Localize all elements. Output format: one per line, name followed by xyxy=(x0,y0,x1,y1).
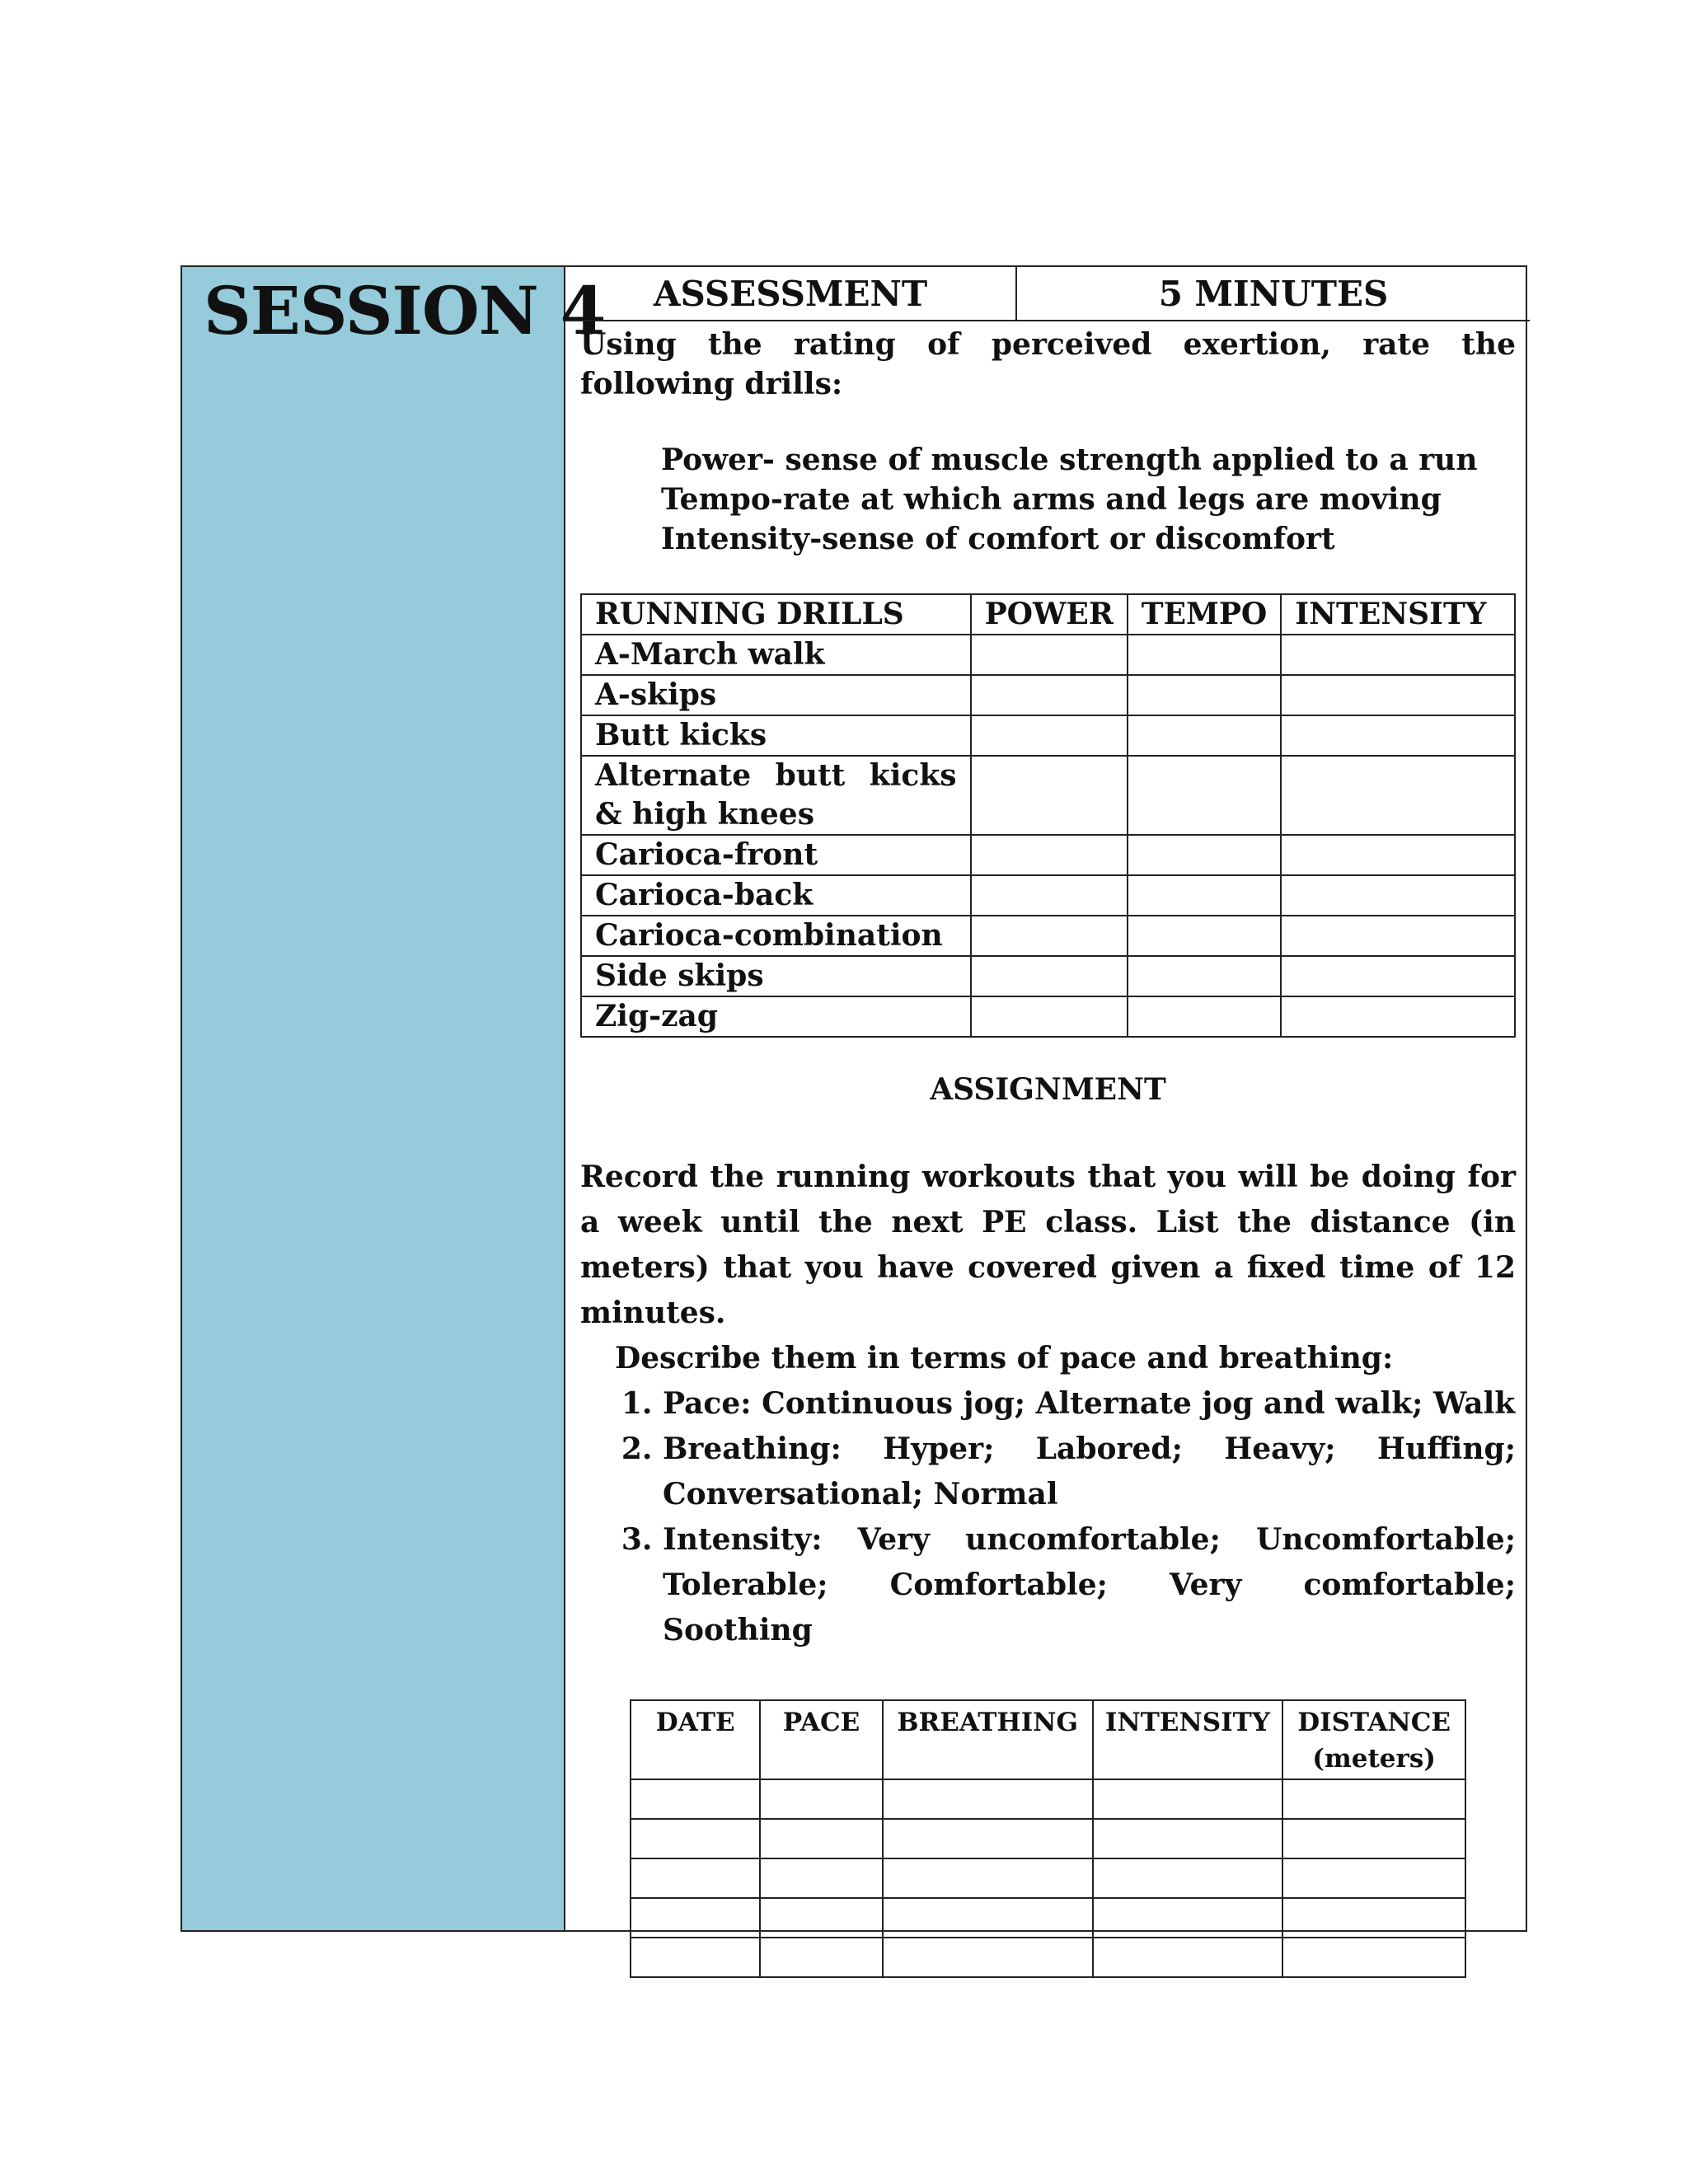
log-cell[interactable] xyxy=(631,1898,760,1938)
tempo-cell[interactable] xyxy=(1128,996,1282,1037)
intensity-cell[interactable] xyxy=(1281,916,1515,956)
header-duration: 5 MINUTES xyxy=(1158,273,1389,314)
session-main xyxy=(565,267,1530,1930)
table-row xyxy=(631,1858,1465,1898)
tempo-cell[interactable] xyxy=(1128,715,1282,756)
intensity-cell[interactable] xyxy=(1281,996,1515,1037)
tempo-cell[interactable] xyxy=(1128,875,1282,916)
intensity-cell[interactable] xyxy=(1281,635,1515,675)
table-row xyxy=(581,715,1515,756)
col-running-drills: RUNNING DRILLS xyxy=(581,594,971,635)
power-cell[interactable] xyxy=(971,875,1128,916)
log-cell[interactable] xyxy=(1282,1858,1465,1898)
drill-name: Carioca-front xyxy=(581,835,971,875)
table-row xyxy=(581,635,1515,675)
tempo-cell[interactable] xyxy=(1128,956,1282,996)
power-cell[interactable] xyxy=(971,835,1128,875)
drill-name: Alternate butt kicks & high knees xyxy=(581,756,971,835)
log-cell[interactable] xyxy=(1093,1858,1283,1898)
header-row xyxy=(565,267,1530,321)
session-frame xyxy=(181,265,1527,1932)
log-cell[interactable] xyxy=(760,1858,882,1898)
intensity-cell[interactable] xyxy=(1281,756,1515,835)
power-cell[interactable] xyxy=(971,715,1128,756)
log-cell[interactable] xyxy=(631,1938,760,1977)
table-row xyxy=(581,956,1515,996)
intensity-cell[interactable] xyxy=(1281,675,1515,715)
intensity-cell[interactable] xyxy=(1281,956,1515,996)
criteria-pace: 1. Pace: Continuous jog; Alternate jog and walk; Walk xyxy=(663,1381,1516,1427)
col-pace: PACE xyxy=(760,1700,882,1779)
assessment-intro: Using the rating of perceived exertion, rate the following drills: xyxy=(580,327,1516,401)
intensity-cell[interactable] xyxy=(1281,835,1515,875)
table-row xyxy=(581,675,1515,715)
definition-power: Power- sense of muscle strength applied to a run xyxy=(661,443,1478,477)
drill-name: Side skips xyxy=(581,956,971,996)
definition-intensity: Intensity-sense of comfort or discomfort xyxy=(661,522,1335,556)
header-assessment: ASSESSMENT xyxy=(565,267,1017,320)
table-row xyxy=(581,916,1515,956)
assignment-describe: Describe them in terms of pace and breathing: xyxy=(615,1341,1394,1376)
session-title: SESSION 4 xyxy=(204,272,606,349)
log-cell[interactable] xyxy=(1282,1938,1465,1977)
log-header-row xyxy=(631,1700,1465,1779)
power-cell[interactable] xyxy=(971,675,1128,715)
table-row xyxy=(631,1779,1465,1819)
col-distance xyxy=(1282,1700,1465,1779)
definitions-list xyxy=(661,440,1516,559)
col-distance-label: DISTANCE xyxy=(1297,1708,1451,1737)
log-cell[interactable] xyxy=(1282,1819,1465,1858)
log-cell[interactable] xyxy=(631,1858,760,1898)
log-cell[interactable] xyxy=(883,1779,1093,1819)
log-cell[interactable] xyxy=(883,1898,1093,1938)
log-cell[interactable] xyxy=(1282,1898,1465,1938)
log-cell[interactable] xyxy=(631,1819,760,1858)
drills-table xyxy=(580,593,1516,1038)
drill-name: Carioca-combination xyxy=(581,916,971,956)
intensity-cell[interactable] xyxy=(1281,715,1515,756)
table-row xyxy=(631,1819,1465,1858)
assignment-criteria-list xyxy=(580,1381,1516,1653)
col-power: POWER xyxy=(971,594,1128,635)
drill-name: Carioca-back xyxy=(581,875,971,916)
power-cell[interactable] xyxy=(971,996,1128,1037)
criteria-intensity: 3. Intensity: Very uncomfortable; Uncomfortable; Tolerable; Comfortable; Very comfortable; Soothing xyxy=(663,1517,1516,1653)
log-cell[interactable] xyxy=(883,1858,1093,1898)
log-cell[interactable] xyxy=(760,1779,882,1819)
table-row xyxy=(631,1938,1465,1977)
table-row xyxy=(581,875,1515,916)
power-cell[interactable] xyxy=(971,635,1128,675)
assignment-text: Record the running workouts that you will be doing for a week until the next PE class. List the distance (in meters) that you have covered given a fixed time of 12 minutes. xyxy=(580,1160,1516,1330)
session-side-panel xyxy=(182,267,606,1930)
log-cell[interactable] xyxy=(1282,1779,1465,1819)
drill-name: A-March walk xyxy=(581,635,971,675)
table-row xyxy=(581,996,1515,1037)
drills-header-row xyxy=(581,594,1515,635)
log-cell[interactable] xyxy=(883,1938,1093,1977)
session-content xyxy=(565,325,1530,1978)
assignment-title: ASSIGNMENT xyxy=(930,1072,1166,1107)
col-tempo: TEMPO xyxy=(1128,594,1282,635)
tempo-cell[interactable] xyxy=(1128,635,1282,675)
col-log-intensity: INTENSITY xyxy=(1093,1700,1283,1779)
definition-tempo: Tempo-rate at which arms and legs are moving xyxy=(661,482,1442,517)
tempo-cell[interactable] xyxy=(1128,916,1282,956)
table-row xyxy=(581,756,1515,835)
log-cell[interactable] xyxy=(883,1819,1093,1858)
tempo-cell[interactable] xyxy=(1128,675,1282,715)
drill-name: Butt kicks xyxy=(581,715,971,756)
log-cell[interactable] xyxy=(760,1819,882,1858)
power-cell[interactable] xyxy=(971,756,1128,835)
table-row xyxy=(631,1898,1465,1938)
col-breathing: BREATHING xyxy=(883,1700,1093,1779)
tempo-cell[interactable] xyxy=(1128,756,1282,835)
drill-name: A-skips xyxy=(581,675,971,715)
col-distance-unit: (meters) xyxy=(1312,1744,1436,1774)
power-cell[interactable] xyxy=(971,956,1128,996)
log-cell[interactable] xyxy=(1093,1819,1283,1858)
workout-log-table xyxy=(630,1699,1466,1978)
col-date: DATE xyxy=(631,1700,760,1779)
col-intensity: INTENSITY xyxy=(1281,594,1515,635)
log-cell[interactable] xyxy=(1093,1779,1283,1819)
log-cell[interactable] xyxy=(631,1779,760,1819)
criteria-breathing: 2. Breathing: Hyper; Labored; Heavy; Huffing; Conversational; Normal xyxy=(663,1427,1516,1517)
drill-name: Zig-zag xyxy=(581,996,971,1037)
table-row xyxy=(581,835,1515,875)
log-cell[interactable] xyxy=(1093,1938,1283,1977)
tempo-cell[interactable] xyxy=(1128,835,1282,875)
intensity-cell[interactable] xyxy=(1281,875,1515,916)
power-cell[interactable] xyxy=(971,916,1128,956)
log-cell[interactable] xyxy=(760,1898,882,1938)
log-cell[interactable] xyxy=(1093,1898,1283,1938)
log-cell[interactable] xyxy=(760,1938,882,1977)
